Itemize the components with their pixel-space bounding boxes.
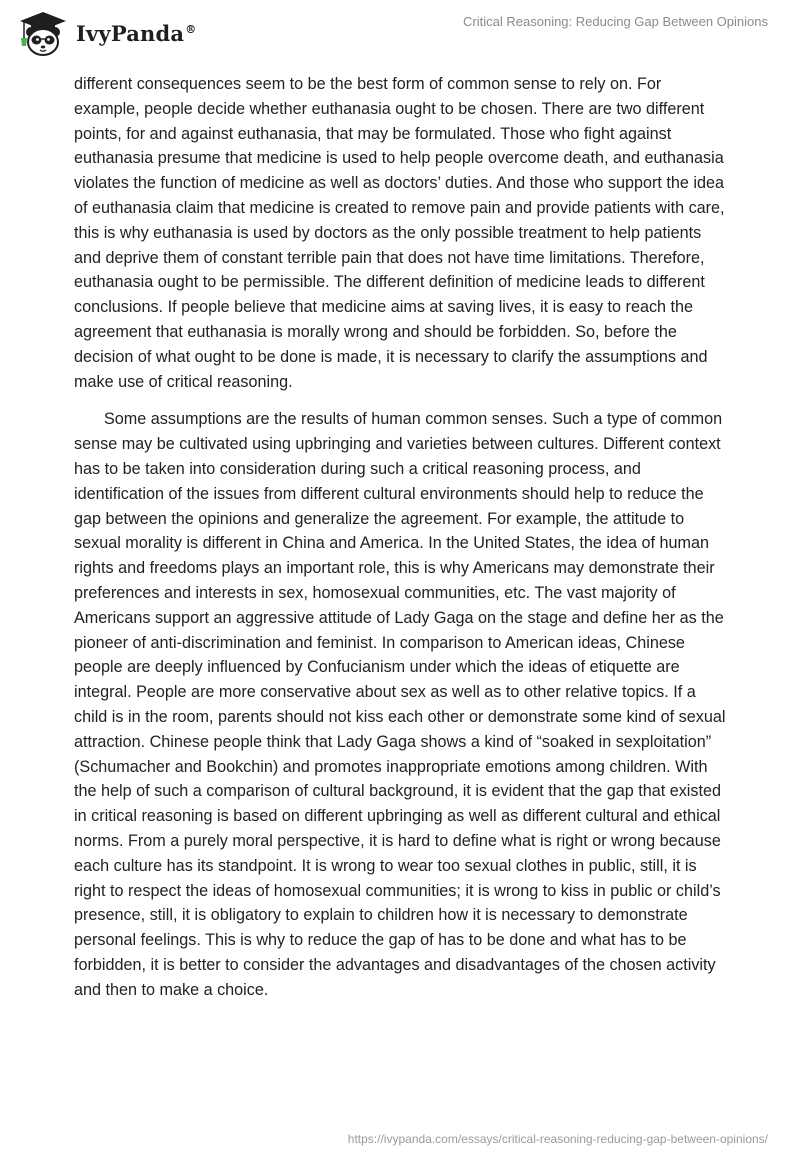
ivypanda-logo[interactable]: [14, 8, 196, 58]
source-url[interactable]: https://ivypanda.com/essays/critical-reasoning-reducing-gap-between-opinions/: [347, 1132, 768, 1146]
registered-mark: ®: [185, 22, 197, 36]
panda-graduate-icon: [14, 8, 72, 58]
essay-body: [74, 72, 726, 1002]
paragraph: Some assumptions are the results of human common senses. Such a type of common sense may be cultivated using upbringing and varieties between cultures. Different context has to be taken into consideration during such a critical reasoning process, and identification of the issues from different cultural environments should help to reduce the gap between the opinions and generalize the agreement. For example, the attitude to sexual morality is different in China and America. In the United States, the idea of human rights and freedoms plays an important role, this is why Americans may demonstrate their preferences and interests in sex, homosexual communities, etc. The vast majority of Americans support an aggressive attitude of Lady Gaga on the stage and define her as the pioneer of anti-discrimination and feminist. In comparison to American ideas, Chinese people are deeply influenced by Confucianism under which the ideas of etiquette are integral. People are more conservative about sex as well as to other relative topics. If a child is in the room, parents should not kiss each other or demonstrate some kind of sexual attraction. Chinese people think that Lady Gaga shows a kind of “soaked in sexploitation” (Schumacher and Bookchin) and promotes inappropriate emotions among children. With the help of such a comparison of cultural background, it is evident that the gap that existed in critical reasoning is based on different upbringing as well as different cultural and ethical norms. From a purely moral perspective, it is hard to define what is right or wrong because each culture has its standpoint. It is wrong to wear too sexual clothes in public, still, it is right to respect the ideas of homosexual communities; it is wrong to kiss in public or child’s presence, still, it is obligatory to explain to children how it is necessary to demonstrate personal feelings. This is why to reduce the gap of has to be done and what has to be forbidden, it is better to consider the advantages and disadvantages of the chosen activity and then to make a choice.: [74, 410, 726, 999]
brand-name: IvyPanda®: [76, 20, 197, 46]
page-header: [0, 0, 800, 70]
document-title: Critical Reasoning: Reducing Gap Between Opinions: [463, 14, 768, 29]
paragraph-continuation: different consequences seem to be the best form of common sense to rely on. For example, people decide whether euthanasia ought to be chosen. There are two different points, for and against euthanasia, that may be formulated. Those who fight against euthanasia presume that medicine is used to help people overcome death, and euthanasia violates the function of medicine as well as doctors’ duties. And those who support the idea of euthanasia claim that medicine is created to remove pain and provide patients with care, this is why euthanasia is used by doctors as the only possible treatment to help patients and deprive them of constant terrible pain that does not have time limitations. Therefore, euthanasia ought to be permissible. The different definition of medicine leads to different conclusions. If people believe that medicine aims at saving lives, it is easy to reach the agreement that euthanasia is morally wrong and should be forbidden. So, before the decision of what ought to be done is made, it is necessary to clarify the assumptions and make use of critical reasoning.: [74, 75, 725, 391]
